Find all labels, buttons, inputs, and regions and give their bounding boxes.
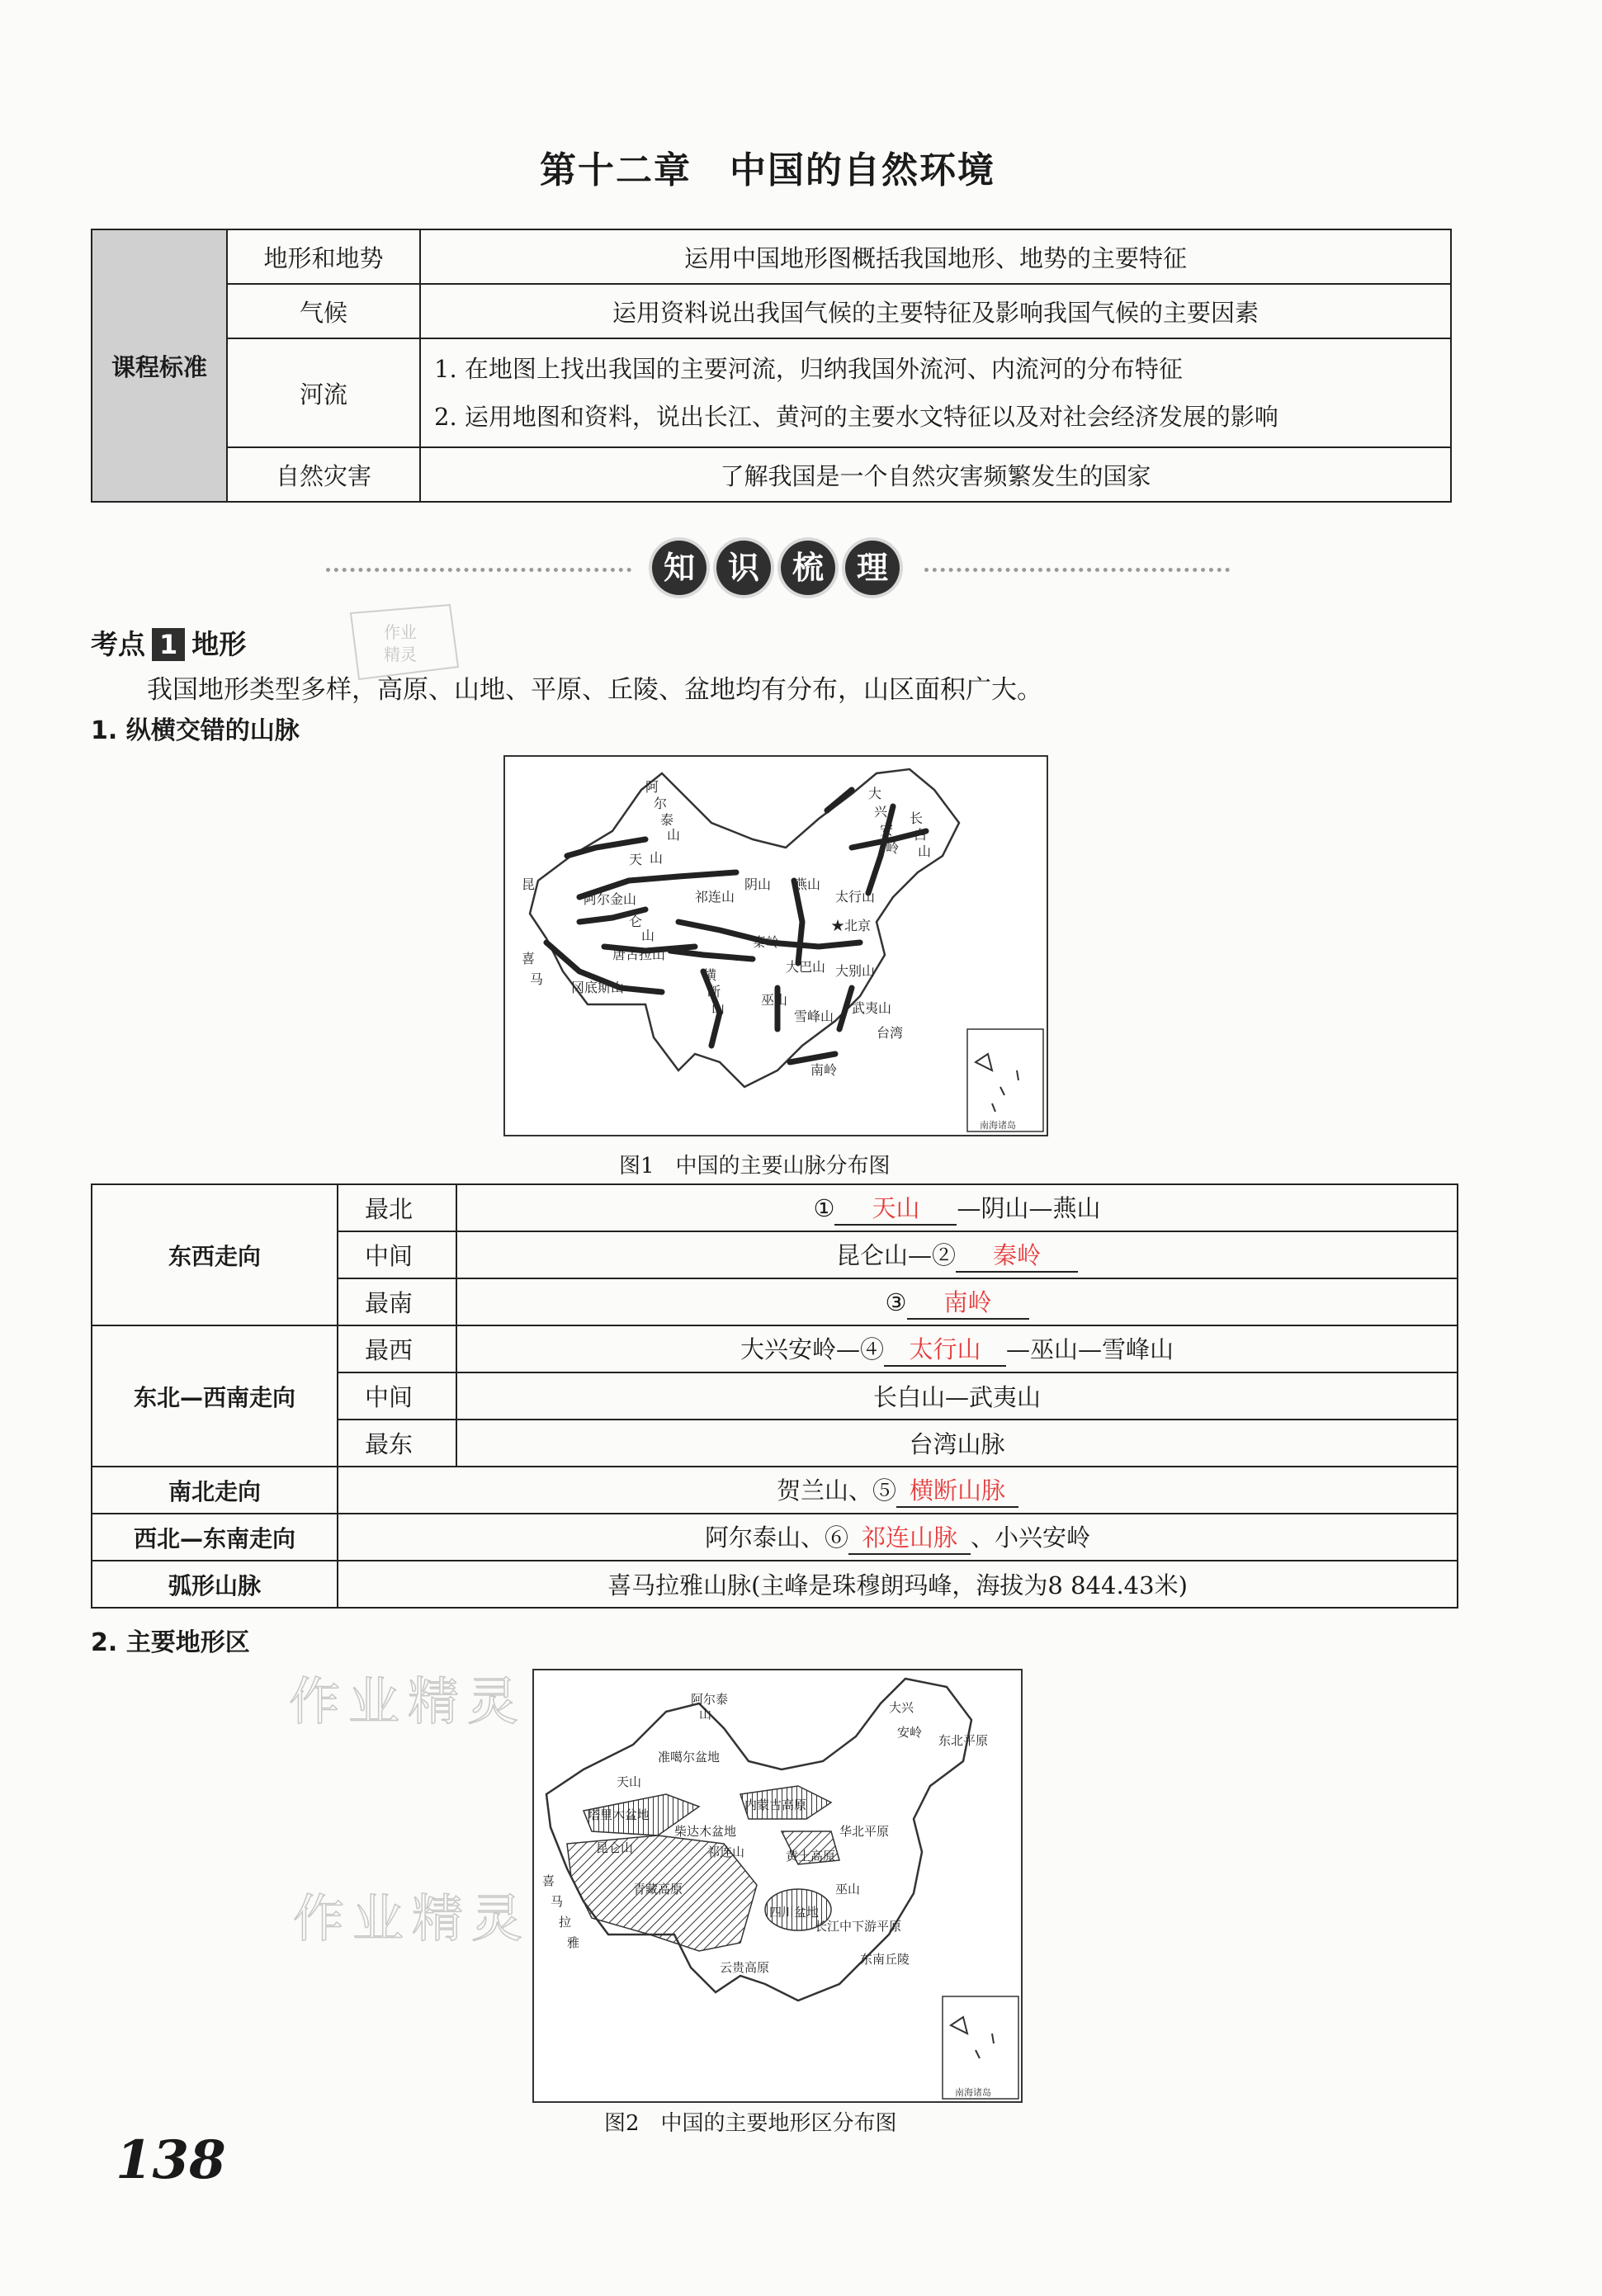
position-label: 最东 bbox=[338, 1420, 456, 1467]
page-number: 138 bbox=[116, 2129, 226, 2191]
svg-text:柴达木盆地: 柴达木盆地 bbox=[674, 1824, 737, 1839]
svg-text:黄土高原: 黄土高原 bbox=[786, 1849, 836, 1864]
svg-text:南海诸岛: 南海诸岛 bbox=[980, 1120, 1016, 1131]
svg-text:作业: 作业 bbox=[384, 622, 417, 642]
direction-group: 南北走向 bbox=[92, 1467, 338, 1514]
svg-text:★北京: ★北京 bbox=[831, 918, 872, 933]
watermark-text: 作业精灵 bbox=[289, 1671, 527, 1731]
svg-text:南海诸岛: 南海诸岛 bbox=[955, 2087, 991, 2098]
position-label: 中间 bbox=[338, 1372, 456, 1420]
svg-text:安: 安 bbox=[880, 822, 894, 838]
svg-text:祁连山: 祁连山 bbox=[695, 889, 735, 905]
standards-header: 课程标准 bbox=[92, 229, 227, 502]
kaodian-heading bbox=[91, 623, 246, 662]
svg-text:雅: 雅 bbox=[567, 1935, 580, 1950]
svg-text:喜: 喜 bbox=[522, 951, 536, 966]
svg-text:准噶尔盆地: 准噶尔盆地 bbox=[658, 1750, 721, 1765]
svg-text:尔: 尔 bbox=[654, 796, 668, 811]
kaodian-prefix: 考点 bbox=[91, 628, 145, 660]
kaodian-title: 地形 bbox=[191, 628, 247, 660]
figure-1-caption: 图1 中国的主要山脉分布图 bbox=[619, 1154, 891, 1179]
svg-text:断: 断 bbox=[707, 984, 721, 999]
direction-group: 东北—西南走向 bbox=[92, 1325, 338, 1467]
position-label: 最西 bbox=[338, 1325, 456, 1372]
svg-text:武夷山: 武夷山 bbox=[852, 1000, 892, 1016]
svg-text:青藏高原: 青藏高原 bbox=[633, 1882, 683, 1897]
mountain-map-figure bbox=[505, 757, 1047, 1135]
svg-text:山: 山 bbox=[918, 843, 932, 859]
standard-line: 2. 运用地图和资料，说出长江、黄河的主要水文特征以及对社会经济发展的影响 bbox=[434, 403, 1278, 431]
svg-text:精灵: 精灵 bbox=[384, 645, 417, 664]
position-label: 最北 bbox=[338, 1184, 456, 1231]
mountain-cell bbox=[456, 1278, 1458, 1325]
svg-text:阿尔泰: 阿尔泰 bbox=[691, 1692, 729, 1707]
answer-blank: 横断山脉 bbox=[896, 1472, 1018, 1508]
mountain-prefix: 大兴安岭—④ bbox=[740, 1335, 884, 1363]
mountain-map bbox=[503, 755, 1048, 1136]
svg-text:太行山: 太行山 bbox=[835, 889, 876, 905]
svg-text:兴: 兴 bbox=[874, 804, 888, 820]
svg-text:山: 山 bbox=[711, 1000, 725, 1016]
svg-text:山: 山 bbox=[699, 1707, 712, 1722]
svg-text:大巴山: 大巴山 bbox=[786, 959, 826, 975]
mountain-cell bbox=[338, 1514, 1458, 1561]
svg-text:岭: 岭 bbox=[886, 840, 900, 856]
svg-text:燕山: 燕山 bbox=[794, 876, 821, 892]
svg-text:雪峰山: 雪峰山 bbox=[794, 1009, 834, 1024]
banner-char: 梳 bbox=[781, 541, 835, 595]
mountain-suffix: —阴山—燕山 bbox=[957, 1194, 1101, 1222]
standard-topic: 河流 bbox=[227, 338, 420, 447]
mountain-cell: 台湾山脉 bbox=[456, 1420, 1458, 1467]
banner-char: 理 bbox=[845, 541, 900, 595]
svg-text:安岭: 安岭 bbox=[897, 1725, 923, 1740]
svg-text:东北平原: 东北平原 bbox=[938, 1733, 989, 1748]
direction-group: 东西走向 bbox=[92, 1184, 338, 1325]
answer-blank: 南岭 bbox=[907, 1284, 1029, 1320]
mountain-suffix: 、小兴安岭 bbox=[971, 1524, 1091, 1552]
landform-map-figure bbox=[534, 1670, 1021, 2101]
mountain-prefix: 贺兰山、⑤ bbox=[776, 1476, 896, 1505]
svg-text:秦岭: 秦岭 bbox=[753, 934, 780, 950]
figure-2-caption: 图2 中国的主要地形区分布图 bbox=[604, 2111, 897, 2136]
svg-text:天山: 天山 bbox=[617, 1774, 642, 1789]
svg-text:横: 横 bbox=[703, 967, 717, 983]
svg-text:唐古拉山: 唐古拉山 bbox=[612, 947, 666, 962]
mountain-prefix: 阿尔泰山、⑥ bbox=[704, 1524, 848, 1552]
svg-text:祁连山: 祁连山 bbox=[707, 1845, 745, 1859]
svg-text:冈底斯山: 冈底斯山 bbox=[571, 980, 625, 995]
subsection-mountains: 1. 纵横交错的山脉 bbox=[91, 716, 300, 745]
svg-text:巫山: 巫山 bbox=[761, 992, 788, 1008]
mountain-prefix: ③ bbox=[885, 1288, 907, 1316]
svg-text:华北平原: 华北平原 bbox=[839, 1824, 890, 1839]
mountain-direction-table bbox=[91, 1183, 1458, 1609]
svg-text:巫山: 巫山 bbox=[835, 1882, 861, 1897]
section-banner bbox=[326, 541, 1230, 598]
svg-text:长: 长 bbox=[910, 810, 924, 826]
landform-map bbox=[532, 1669, 1023, 2103]
answer-blank: 太行山 bbox=[884, 1331, 1006, 1367]
svg-text:阿尔金山: 阿尔金山 bbox=[584, 891, 637, 907]
standard-topic: 地形和地势 bbox=[227, 229, 420, 284]
svg-text:内蒙古高原: 内蒙古高原 bbox=[744, 1798, 807, 1812]
svg-text:泰: 泰 bbox=[660, 812, 674, 828]
svg-text:昆仑山: 昆仑山 bbox=[596, 1840, 634, 1855]
svg-text:马: 马 bbox=[530, 971, 544, 987]
mountain-suffix: —巫山—雪峰山 bbox=[1006, 1335, 1174, 1363]
svg-text:山: 山 bbox=[650, 850, 664, 866]
subsection-landforms: 2. 主要地形区 bbox=[91, 1628, 250, 1657]
svg-text:拉: 拉 bbox=[559, 1915, 572, 1930]
svg-text:长江中下游平原: 长江中下游平原 bbox=[815, 1919, 902, 1934]
mountain-cell: 喜马拉雅山脉(主峰是珠穆朗玛峰，海拔为8 844.43米) bbox=[338, 1561, 1458, 1608]
banner-divider-left bbox=[326, 568, 631, 575]
kaodian-number: 1 bbox=[152, 628, 185, 661]
position-label: 中间 bbox=[338, 1231, 456, 1278]
svg-text:东南丘陵: 东南丘陵 bbox=[860, 1952, 910, 1967]
svg-text:山: 山 bbox=[641, 928, 655, 943]
svg-text:阴山: 阴山 bbox=[744, 876, 772, 892]
direction-group: 西北—东南走向 bbox=[92, 1514, 338, 1561]
mountain-cell bbox=[456, 1231, 1458, 1278]
svg-text:天: 天 bbox=[629, 852, 643, 867]
standard-topic: 气候 bbox=[227, 284, 420, 338]
svg-text:白: 白 bbox=[914, 827, 928, 843]
banner-char: 识 bbox=[716, 541, 771, 595]
intro-text: 我国地形类型多样，高原、山地、平原、丘陵、盆地均有分布，山区面积广大。 bbox=[147, 675, 1042, 705]
svg-text:大: 大 bbox=[868, 786, 882, 801]
svg-text:山: 山 bbox=[667, 827, 681, 843]
standard-text: 了解我国是一个自然灾害频繁发生的国家 bbox=[420, 447, 1451, 502]
answer-blank: 祁连山脉 bbox=[848, 1519, 971, 1555]
svg-text:仑: 仑 bbox=[629, 914, 643, 929]
answer-blank: 秦岭 bbox=[956, 1237, 1078, 1273]
watermark-text: 作业精灵 bbox=[293, 1888, 532, 1949]
svg-text:台湾: 台湾 bbox=[877, 1025, 904, 1041]
mountain-prefix: 昆仑山—② bbox=[835, 1241, 956, 1269]
svg-text:云贵高原: 云贵高原 bbox=[720, 1960, 770, 1975]
svg-text:大兴: 大兴 bbox=[889, 1700, 914, 1715]
svg-text:喜: 喜 bbox=[542, 1873, 555, 1888]
svg-text:四川盆地: 四川盆地 bbox=[769, 1905, 820, 1920]
mountain-prefix: ① bbox=[813, 1194, 835, 1222]
standard-line: 1. 在地图上找出我国的主要河流，归纳我国外流河、内流河的分布特征 bbox=[434, 355, 1183, 383]
banner-char: 知 bbox=[652, 541, 706, 595]
svg-text:塔里木盆地: 塔里木盆地 bbox=[588, 1807, 650, 1822]
banner-divider-right bbox=[924, 568, 1230, 575]
svg-text:大别山: 大别山 bbox=[835, 963, 876, 979]
standard-text: 运用中国地形图概括我国地形、地势的主要特征 bbox=[420, 229, 1451, 284]
mountain-cell bbox=[456, 1325, 1458, 1372]
chapter-title: 第十二章 中国的自然环境 bbox=[540, 149, 995, 191]
direction-group: 弧形山脉 bbox=[92, 1561, 338, 1608]
mountain-cell: 长白山—武夷山 bbox=[456, 1372, 1458, 1420]
position-label: 最南 bbox=[338, 1278, 456, 1325]
svg-text:昆: 昆 bbox=[522, 876, 536, 892]
svg-text:南岭: 南岭 bbox=[810, 1062, 838, 1078]
standard-text-multi bbox=[420, 338, 1451, 447]
svg-text:马: 马 bbox=[551, 1894, 564, 1909]
mountain-cell bbox=[456, 1184, 1458, 1231]
standard-text: 运用资料说出我国气候的主要特征及影响我国气候的主要因素 bbox=[420, 284, 1451, 338]
answer-blank: 天山 bbox=[834, 1190, 957, 1226]
standard-topic: 自然灾害 bbox=[227, 447, 420, 502]
mountain-cell bbox=[338, 1467, 1458, 1514]
svg-text:阿: 阿 bbox=[645, 779, 659, 795]
curriculum-standards-table bbox=[91, 229, 1452, 503]
